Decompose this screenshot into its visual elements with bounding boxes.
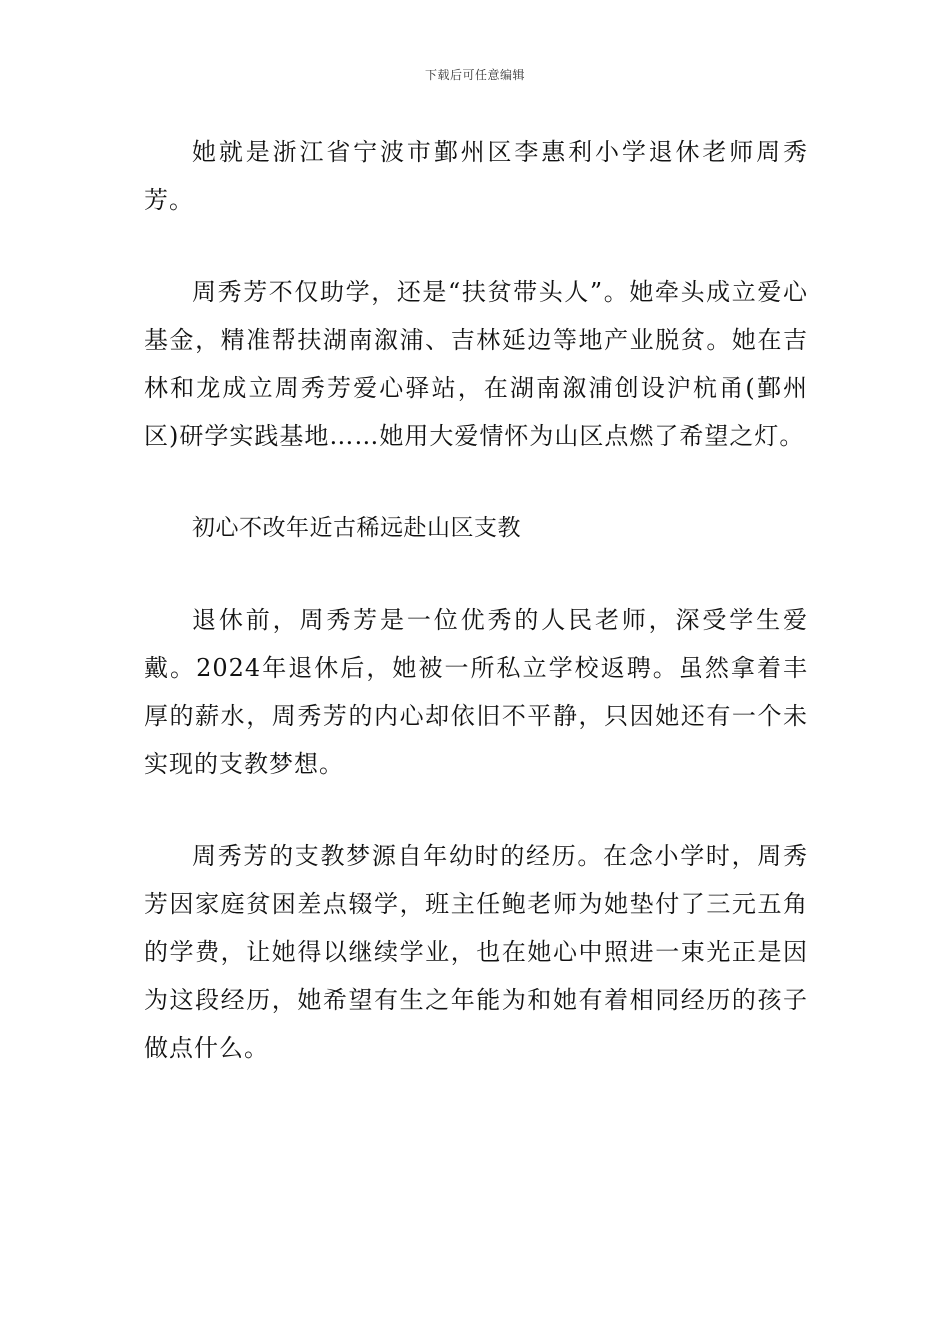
paragraph-retirement: 退休前，周秀芳是一位优秀的人民老师，深受学生爱戴。2024年退休后，她被一所私立学校返聘。虽然拿着丰厚的薪水，周秀芳的内心却依旧不平静，只因她还有一个未实现的支教梦想。	[144, 606, 808, 778]
header-note: 下载后可任意编辑	[424, 68, 525, 82]
paragraph-intro: 她就是浙江省宁波市鄞州区李惠利小学退休老师周秀芳。	[144, 138, 808, 214]
paragraph-childhood: 周秀芳的支教梦源自年幼时的经历。在念小学时，周秀芳因家庭贫困差点辍学，班主任鲍老师为她垫付了三元五角的学费，让她得以继续学业，也在她心中照进一束光正是因为这段经历，她希望有生之年能为和她有着相同经历的孩子做点什么。	[144, 842, 808, 1062]
document-body	[144, 128, 808, 1116]
section-heading: 初心不改年近古稀远赴山区支教	[192, 515, 521, 541]
paragraph-poverty-relief: 周秀芳不仅助学，还是“扶贫带头人”。她牵头成立爱心基金，精准帮扶湖南溆浦、吉林延边等地产业脱贫。她在吉林和龙成立周秀芳爱心驿站，在湖南溆浦创设沪杭甬(鄞州区)研学实践基地……她用大爱情怀为山区点燃了希望之灯。	[144, 278, 808, 450]
